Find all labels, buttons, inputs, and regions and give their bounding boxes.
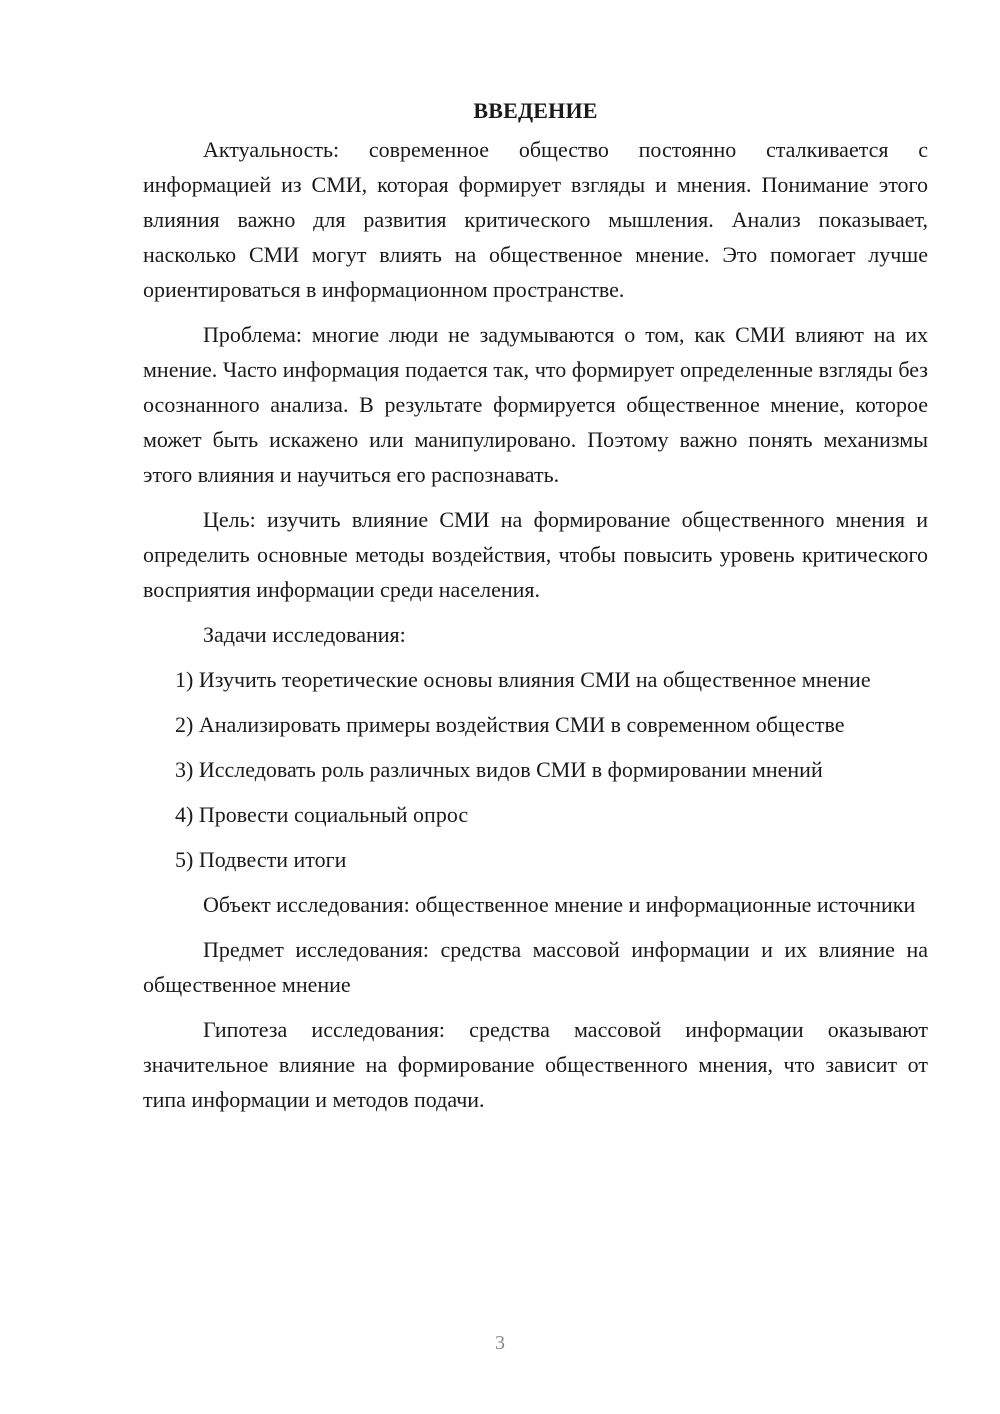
task-item: 1) Изучить теоретические основы влияния СМИ на общественное мнение [175,667,871,692]
tasks-list [143,662,928,877]
page-number: 3 [495,1332,505,1354]
problem-paragraph: Проблема: многие люди не задумываются о том, как СМИ влияют на их мнение. Часто информация подается так, что формирует определенные взгляды без осознанного анализа. В результате формируется общественное мнение, которое может быть искажено или манипулировано. Поэтому важно понять механизмы этого влияния и научиться его распознавать. [143,322,928,487]
document-page [143,96,928,1127]
relevance-paragraph: Актуальность: современное общество постоянно сталкивается с информацией из СМИ, которая формирует взгляды и мнения. Понимание этого влияния важно для развития критического мышления. Анализ показывает, насколько СМИ могут влиять на общественное мнение. Это помогает лучше ориентироваться в информационном пространстве. [143,137,928,302]
object-paragraph: Объект исследования: общественное мнение и информационные источники [203,892,916,917]
tasks-heading: Задачи исследования: [203,622,406,647]
task-item: 5) Подвести итоги [175,847,347,872]
hypothesis-paragraph: Гипотеза исследования: средства массовой информации оказывают значительное влияние на формирование общественного мнения, что зависит от типа информации и методов подачи. [143,1017,928,1112]
task-item: 3) Исследовать роль различных видов СМИ в формировании мнений [175,757,823,782]
task-item: 2) Анализировать примеры воздействия СМИ в современном обществе [175,712,845,737]
section-title: ВВЕДЕНИЕ [473,98,598,123]
task-item: 4) Провести социальный опрос [175,802,469,827]
subject-paragraph: Предмет исследования: средства массовой информации и их влияние на общественное мнение [143,937,928,997]
goal-paragraph: Цель: изучить влияние СМИ на формирование общественного мнения и определить основные методы воздействия, чтобы повысить уровень критического восприятия информации среди населения. [143,507,928,602]
